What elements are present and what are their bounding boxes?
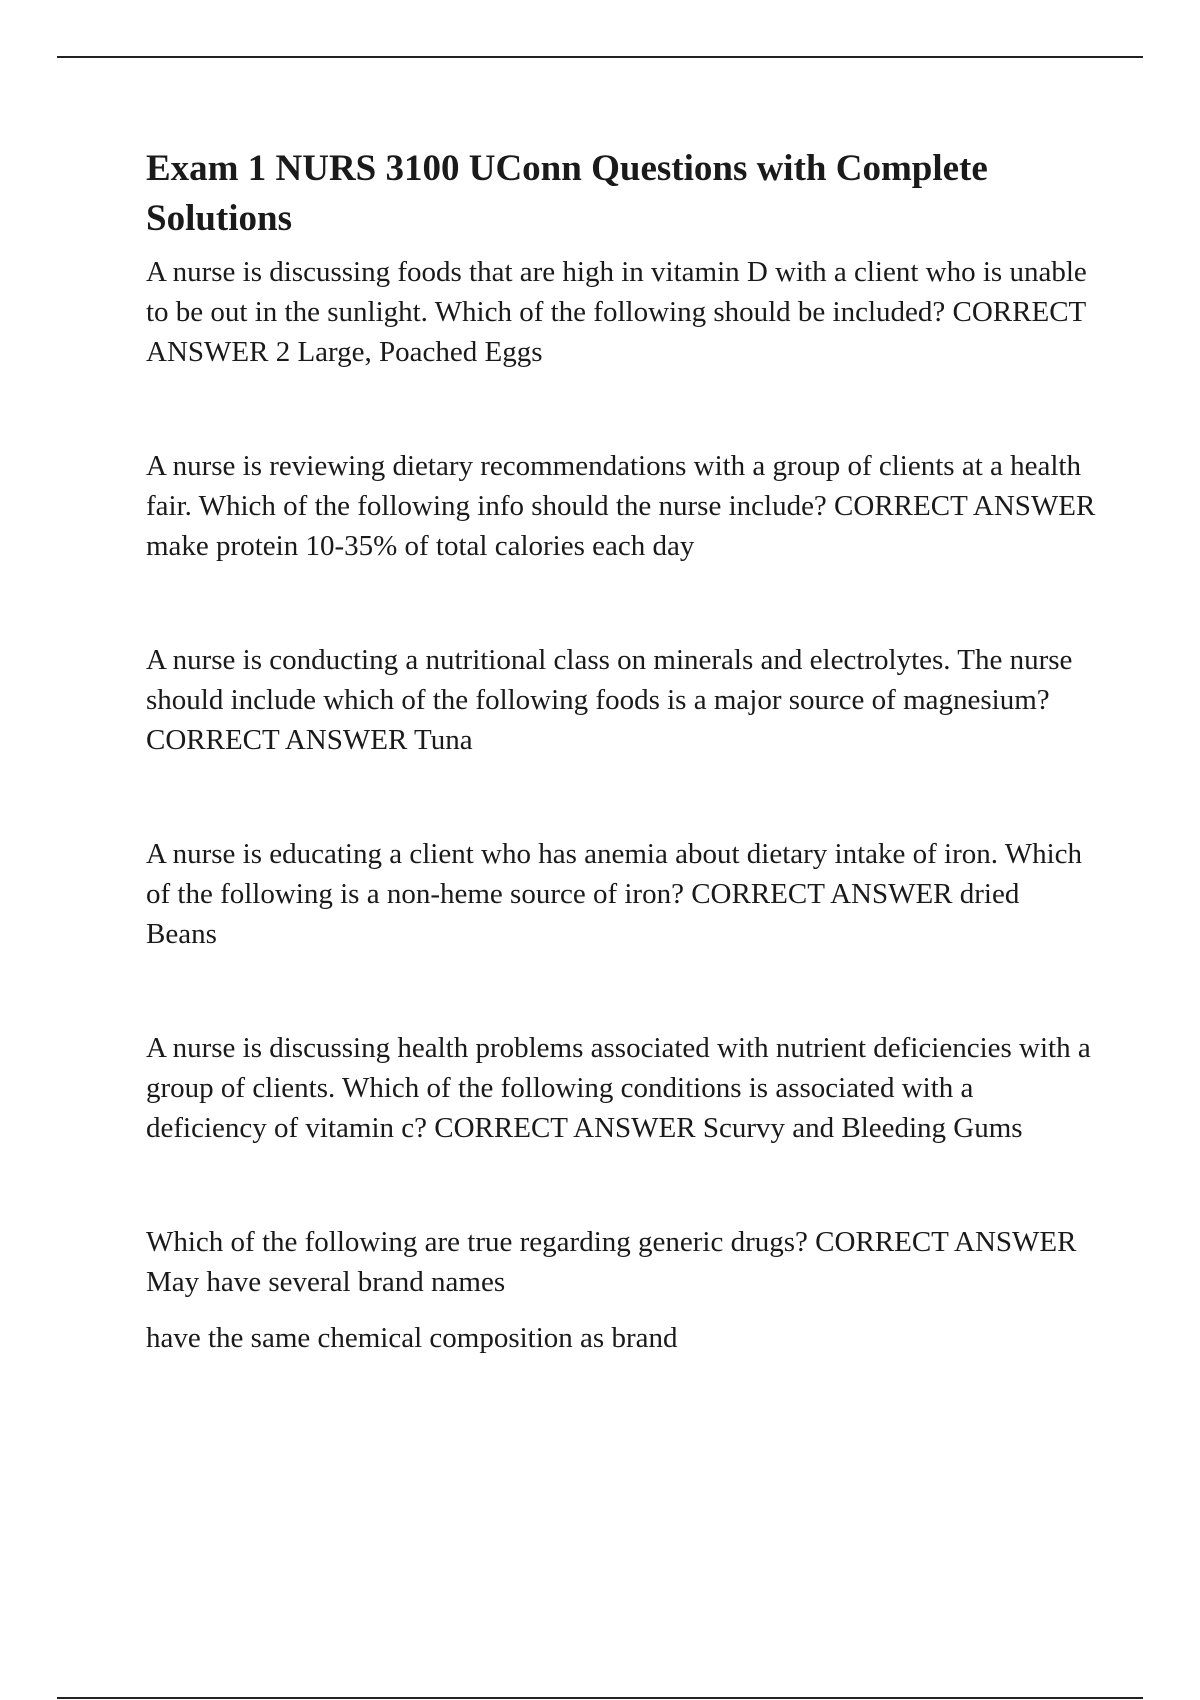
qa-text: A nurse is discussing health problems associated with nutrient deficiencies with a group of clients. Which of the following conditions is associated with a deficiency of vitamin c? CORRECT ANSWER Scurvy and Bleeding Gums xyxy=(146,1032,1091,1144)
qa-item xyxy=(146,446,1096,566)
qa-text: Which of the following are true regarding generic drugs? CORRECT ANSWER May have several brand names xyxy=(146,1226,1077,1298)
bottom-rule xyxy=(57,1697,1143,1699)
qa-item xyxy=(146,834,1096,954)
qa-item xyxy=(146,1222,1096,1302)
document-title: Exam 1 NURS 3100 UConn Questions with Complete Solutions xyxy=(146,148,988,239)
document-body xyxy=(146,144,1096,1358)
qa-list xyxy=(146,252,1096,1302)
qa-text: A nurse is discussing foods that are high in vitamin D with a client who is unable to be out in the sunlight. Which of the following should be included? CORRECT ANSWER 2 Large, Poached Eggs xyxy=(146,256,1087,368)
top-rule xyxy=(57,56,1143,58)
qa-text: A nurse is conducting a nutritional class on minerals and electrolytes. The nurse should include which of the following foods is a major source of magnesium? CORRECT ANSWER Tuna xyxy=(146,644,1073,756)
qa-item xyxy=(146,640,1096,760)
qa-item xyxy=(146,252,1096,372)
qa-text: A nurse is educating a client who has anemia about dietary intake of iron. Which of the following is a non-heme source of iron? CORRECT ANSWER dried Beans xyxy=(146,838,1083,950)
qa-text: A nurse is reviewing dietary recommendations with a group of clients at a health fair. Which of the following info should the nurse include? CORRECT ANSWER make protein 10-35% of total calories each day xyxy=(146,450,1096,562)
qa-item xyxy=(146,1028,1096,1148)
answer-continuation: have the same chemical composition as brand xyxy=(146,1322,678,1354)
